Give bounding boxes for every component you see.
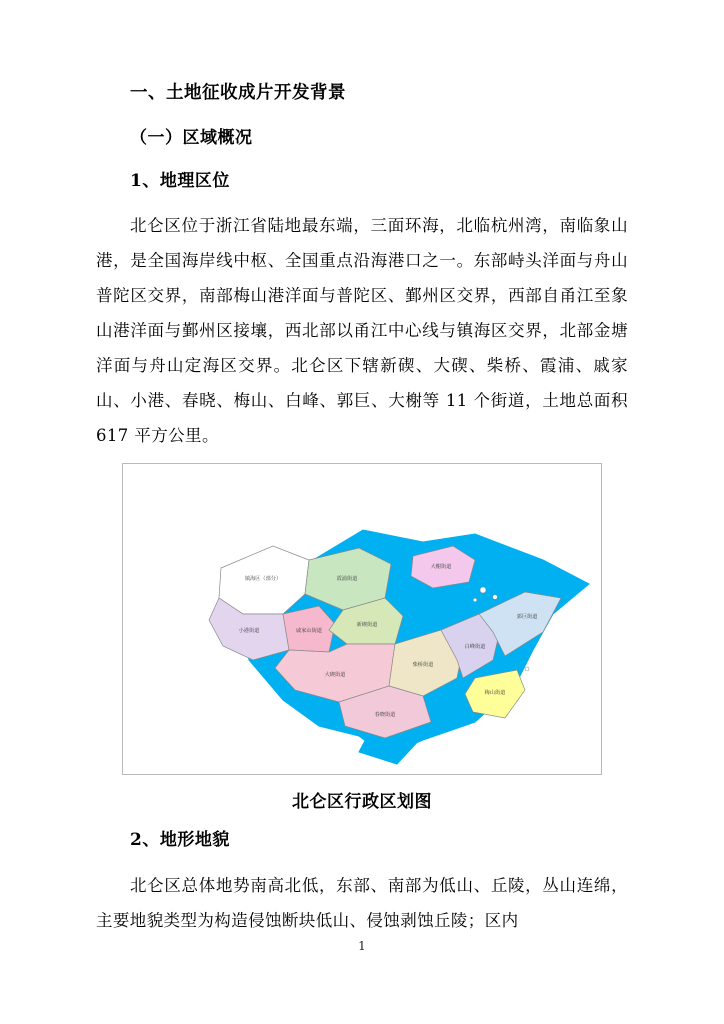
map-label-baifeng: 白峰街道 — [464, 644, 486, 651]
map-islet — [525, 667, 529, 671]
map-islet — [473, 598, 477, 602]
map-label-xinqi: 新碶街道 — [356, 622, 378, 629]
map-label-chunxiao: 春晓街道 — [374, 712, 396, 719]
map-label-xiapu: 霞浦街道 — [336, 576, 358, 583]
map-label-northwest: 镇海区（部分） — [244, 576, 282, 583]
figure-administrative-map — [96, 463, 628, 812]
page-number: 1 — [358, 939, 366, 953]
paragraph-geographic-location: 北仑区位于浙江省陆地最东端，三面环海，北临杭州湾，南临象山港，是全国海岸线中枢、全国重点沿海港口之一。东部峙头洋面与舟山普陀区交界，南部梅山港洋面与普陀区、鄞州区交界，西部自甬江至象山港洋面与鄞州区接壤，西北部以甬江中心线与镇海区交界，北部金塘洋面与舟山定海区交界。北仑区下辖新碶、大碶、柴桥、霞浦、戚家山、小港、春晓、梅山、白峰、郭巨、大榭等 11 个街道，土地总面积 617 平方公里。 — [96, 216, 628, 446]
heading-level-1: 一、土地征收成片开发背景 — [130, 83, 346, 103]
figure-caption: 北仑区行政区划图 — [292, 792, 432, 813]
map-islet — [480, 587, 486, 593]
map-label-qijiashan: 戚家山街道 — [296, 628, 322, 635]
map-islet — [493, 595, 498, 600]
heading-level-2: （一）区域概况 — [130, 128, 253, 149]
document-content — [96, 80, 628, 948]
map-label-meishan: 梅山街道 — [484, 690, 506, 697]
heading-topography: 2、地形地貌 — [130, 830, 230, 851]
map-label-daqi: 大碶街道 — [324, 672, 346, 679]
map-image — [122, 463, 602, 775]
map-label-xiaogang: 小港街道 — [238, 628, 260, 635]
map-label-guoju: 郭巨街道 — [516, 614, 538, 621]
map-label-chaiqiao: 柴桥街道 — [412, 662, 434, 669]
map-label-daxie: 大榭街道 — [430, 564, 452, 571]
paragraph-topography: 北仑区总体地势南高北低，东部、南部为低山、丘陵，丛山连绵，主要地貌类型为构造侵蚀断块低山、侵蚀剥蚀丘陵；区内 — [96, 875, 628, 930]
heading-geographic-location: 1、地理区位 — [130, 170, 230, 191]
